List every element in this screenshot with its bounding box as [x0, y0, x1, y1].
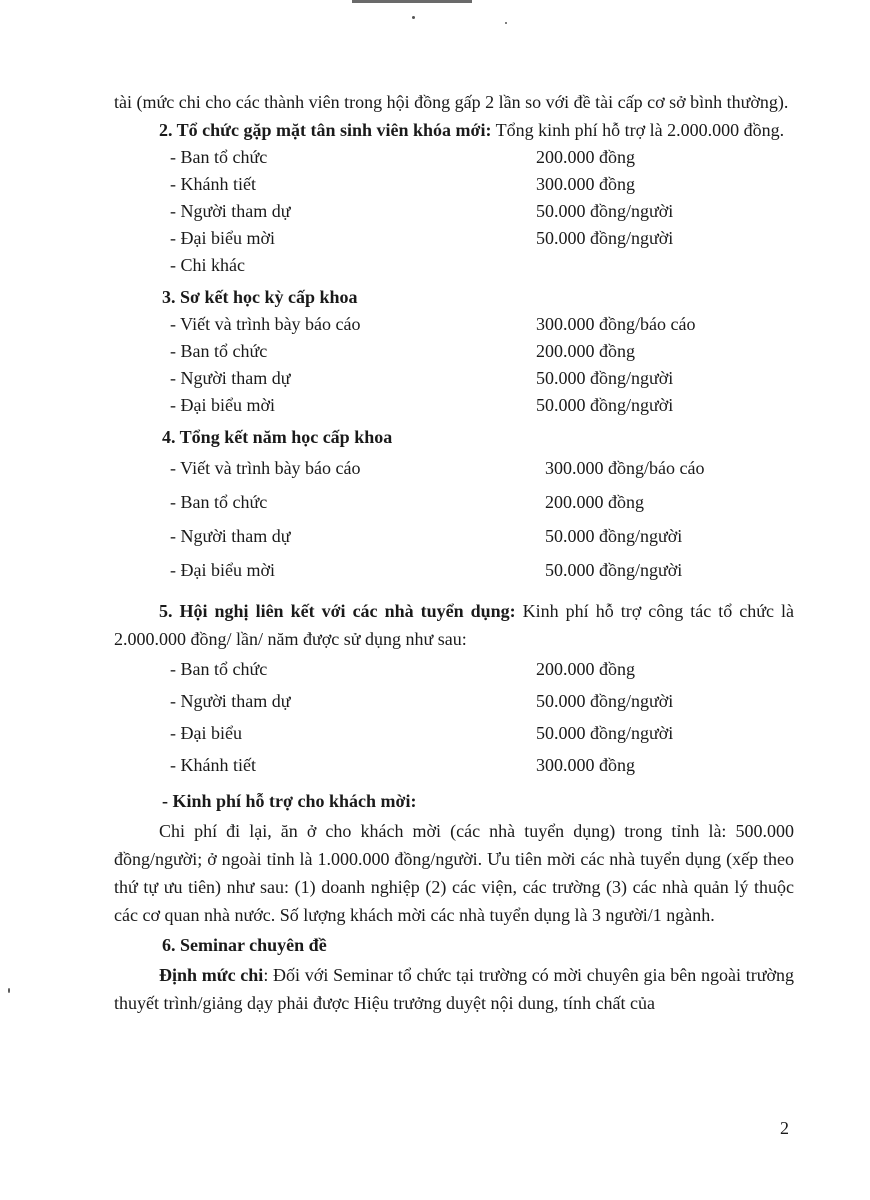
- item-value: 200.000 đồng: [545, 492, 644, 512]
- list-item: [114, 198, 794, 225]
- scan-speck: [412, 16, 415, 19]
- item-label: - Viết và trình bày báo cáo: [170, 314, 361, 334]
- list-item: [114, 365, 794, 392]
- list-item: [114, 653, 794, 685]
- item-label: - Người tham dự: [170, 201, 291, 221]
- scan-speck: [505, 22, 507, 24]
- item-value: 50.000 đồng/người: [536, 395, 674, 415]
- item-label: - Ban tổ chức: [170, 147, 268, 167]
- item-value: 200.000 đồng: [536, 147, 635, 167]
- item-value: 300.000 đồng/báo cáo: [536, 314, 696, 334]
- item-value: 50.000 đồng/người: [545, 560, 683, 580]
- list-item: [114, 225, 794, 252]
- section-2-heading: 2. Tổ chức gặp mặt tân sinh viên khóa mới:: [159, 120, 492, 140]
- item-label: - Người tham dự: [170, 691, 291, 711]
- item-label: - Đại biểu mời: [170, 228, 275, 248]
- item-label: - Đại biểu: [170, 723, 242, 743]
- item-value: 50.000 đồng/người: [536, 723, 674, 743]
- list-item: [114, 749, 794, 781]
- list-item: [114, 553, 794, 587]
- section-6-paragraph: [114, 961, 794, 1017]
- item-value: 300.000 đồng: [536, 755, 635, 775]
- item-label: - Người tham dự: [170, 526, 291, 546]
- item-label: - Ban tổ chức: [170, 659, 268, 679]
- list-item: [114, 519, 794, 553]
- list-item: [114, 311, 794, 338]
- item-label: - Ban tổ chức: [170, 341, 268, 361]
- item-value: 50.000 đồng/người: [545, 526, 683, 546]
- item-label: - Chi khác: [170, 255, 245, 275]
- continuation-paragraph: tài (mức chi cho các thành viên trong hội đồng gấp 2 lần so với đề tài cấp cơ sở bình thường).: [114, 92, 789, 112]
- item-value: 50.000 đồng/người: [536, 201, 674, 221]
- item-label: - Đại biểu mời: [170, 395, 275, 415]
- norm-text: : Đối với Seminar tổ chức tại trường có mời chuyên gia bên ngoài trường thuyết trình/giảng dạy phải được Hiệu trưởng duyệt nội dung, tính chất của: [114, 965, 795, 1013]
- item-value: 300.000 đồng: [536, 174, 635, 194]
- item-value: 50.000 đồng/người: [536, 228, 674, 248]
- item-value: 300.000 đồng/báo cáo: [545, 458, 705, 478]
- item-label: - Đại biểu mời: [170, 560, 275, 580]
- item-value: 200.000 đồng: [536, 659, 635, 679]
- guest-funding-heading: - Kinh phí hỗ trợ cho khách mời:: [162, 791, 417, 811]
- item-value: 50.000 đồng/người: [536, 368, 674, 388]
- section-4-heading: 4. Tổng kết năm học cấp khoa: [162, 427, 393, 447]
- guest-funding-paragraph: Chi phí đi lại, ăn ở cho khách mời (các nhà tuyển dụng) trong tỉnh là: 500.000 đồng/người; ở ngoài tỉnh là 1.000.000 đồng/người. Ưu tiên mời các nhà tuyển dụng (xếp theo thứ tự ưu tiên) như sau: (1) doanh nghiệp (2) các viện, các trường (3) các nhà quản lý thuộc các cơ quan nhà nước. Số lượng khách mời các nhà tuyển dụng là 3 người/1 ngành.: [114, 821, 794, 925]
- list-item: [114, 252, 794, 279]
- scan-speck: [8, 988, 10, 993]
- section-5-intro: [114, 597, 794, 653]
- item-label: - Khánh tiết: [170, 174, 256, 194]
- list-item: [114, 685, 794, 717]
- list-item: [114, 392, 794, 419]
- item-value: 200.000 đồng: [536, 341, 635, 361]
- item-label: - Khánh tiết: [170, 755, 256, 775]
- item-label: - Ban tổ chức: [170, 492, 268, 512]
- section-2-intro: [114, 116, 794, 144]
- list-item: [114, 717, 794, 749]
- list-item: [114, 171, 794, 198]
- list-item: [114, 451, 794, 485]
- section-6-heading: 6. Seminar chuyên đề: [162, 935, 327, 955]
- item-label: - Viết và trình bày báo cáo: [170, 458, 361, 478]
- scan-edge-line: [352, 0, 472, 3]
- list-item: [114, 144, 794, 171]
- section-3-heading: 3. Sơ kết học kỳ cấp khoa: [162, 287, 358, 307]
- list-item: [114, 485, 794, 519]
- norm-label: Định mức chi: [159, 965, 264, 985]
- list-item: [114, 338, 794, 365]
- page-number: 2: [780, 1118, 789, 1138]
- item-value: 50.000 đồng/người: [536, 691, 674, 711]
- item-label: - Người tham dự: [170, 368, 291, 388]
- section-5-text: Kinh phí hỗ trợ công tác tổ chức là 2.000.000 đồng/ lần/ năm được sử dụng như sau:: [114, 601, 794, 649]
- document-body: [114, 88, 794, 1017]
- section-5-heading: 5. Hội nghị liên kết với các nhà tuyển dụng:: [159, 601, 516, 621]
- section-2-text: Tổng kinh phí hỗ trợ là 2.000.000 đồng.: [491, 120, 785, 140]
